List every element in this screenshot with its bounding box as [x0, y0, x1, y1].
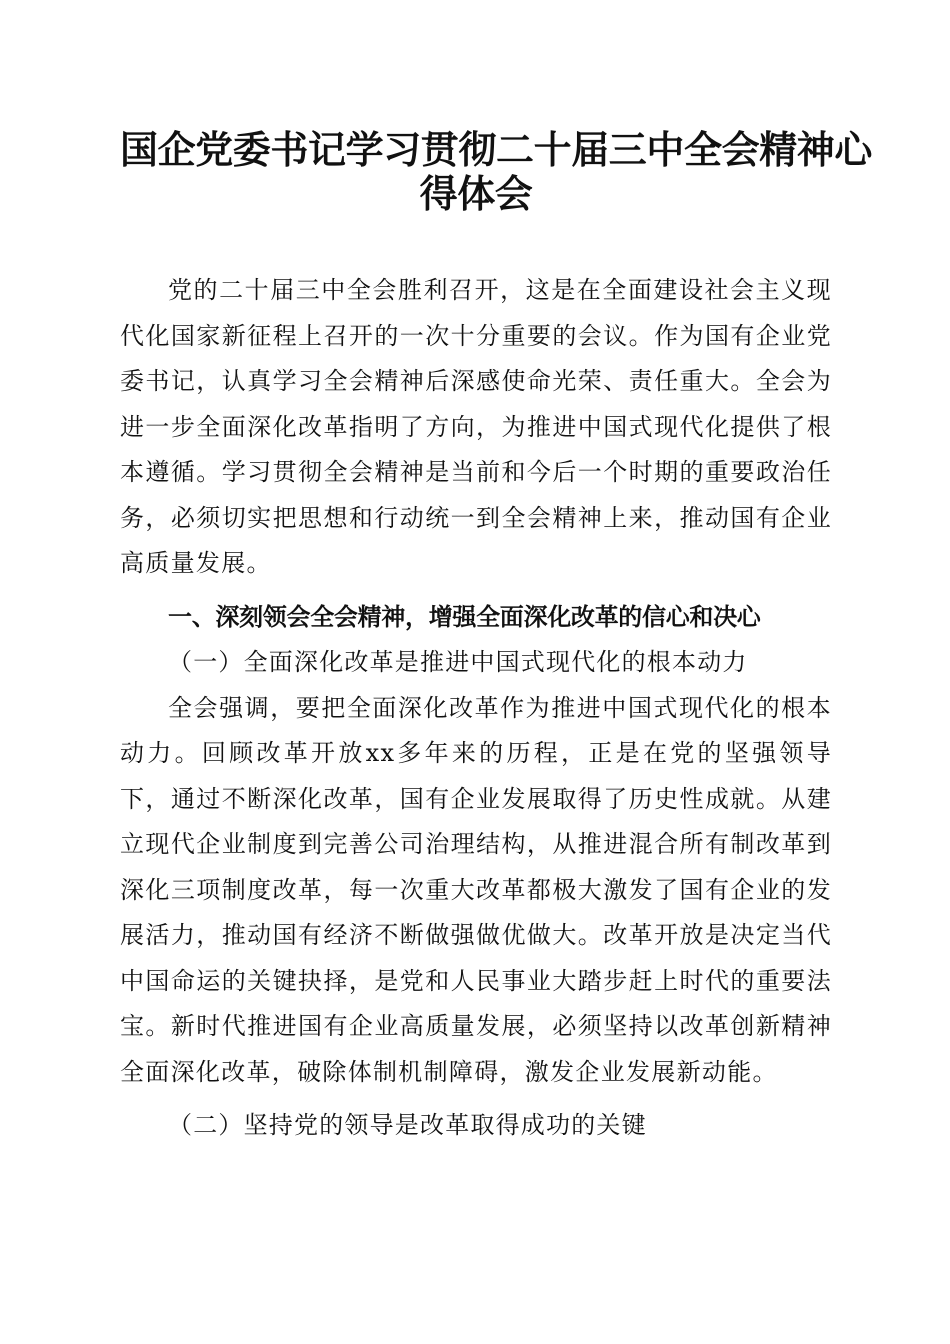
document-page: [120, 128, 873, 1149]
document-title: [120, 128, 873, 216]
document-body: [120, 268, 832, 1149]
title-line-2: 得体会: [419, 172, 533, 216]
section-1-heading: 一、深刻领会全会精神，增强全面深化改革的信心和决心: [168, 602, 761, 631]
subsection-1-heading: （一）全面深化改革是推进中国式现代化的根本动力: [168, 648, 748, 676]
subsection-2-heading: （二）坚持党的领导是改革取得成功的关键: [168, 1111, 647, 1139]
title-line-1: 国企党委书记学习贯彻二十届三中全会精神心: [120, 128, 873, 172]
subsection-1-paragraph: 全会强调，要把全面深化改革作为推进中国式现代化的根本动力。回顾改革开放xx多年来的历程，正是在党的坚强领导下，通过不断深化改革，国有企业发展取得了历史性成就。从建立现代企业制度到完善公司治理结构，从推进混合所有制改革到深化三项制度改革，每一次重大改革都极大激发了国有企业的发展活力，推动国有经济不断做强做优做大。改革开放是决定当代中国命运的关键抉择，是党和人民事业大踏步赶上时代的重要法宝。新时代推进国有企业高质量发展，必须坚持以改革创新精神全面深化改革，破除体制机制障碍，激发企业发展新动能。: [120, 693, 832, 1086]
intro-paragraph: 党的二十届三中全会胜利召开，这是在全面建设社会主义现代化国家新征程上召开的一次十分重要的会议。作为国有企业党委书记，认真学习全会精神后深感使命光荣、责任重大。全会为进一步全面深化改革指明了方向，为推进中国式现代化提供了根本遵循。学习贯彻全会精神是当前和今后一个时期的重要政治任务，必须切实把思想和行动统一到全会精神上来，推动国有企业高质量发展。: [120, 276, 832, 577]
